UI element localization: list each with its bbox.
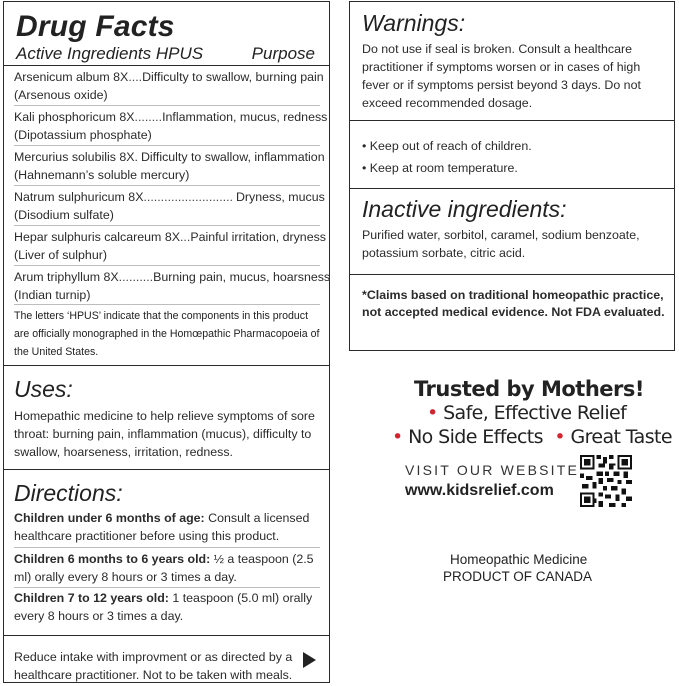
visit-website-label: VISIT OUR WEBSITE xyxy=(405,462,580,478)
warning-bullet: • Keep at room temperature. xyxy=(362,161,518,175)
ingredient-purpose: Painful irritation, dryness xyxy=(190,230,326,244)
divider xyxy=(14,304,320,305)
claims-disclaimer: *Claims based on traditional homeopathic practice, not accepted medical evidence. Not FDA evaluated. xyxy=(362,288,665,319)
ingredient-row xyxy=(14,188,325,224)
divider xyxy=(4,469,329,470)
drug-facts-panel xyxy=(3,1,330,683)
hpus-note: The letters ‘HPUS’ indicate that the components in this product are officially monographed in the Homœpathic Pharmacopoeia of the United States. xyxy=(14,310,320,358)
divider xyxy=(4,635,329,636)
divider xyxy=(14,265,320,266)
ingredient-name: Mercurius solubilis 8X. xyxy=(14,150,138,164)
ingredient-source: (Indian turnip) xyxy=(14,288,91,302)
ingredient-source: (Hahnemann’s soluble mercury) xyxy=(14,168,190,182)
divider xyxy=(14,185,320,186)
homeopathic-medicine-label: Homeopathic Medicine xyxy=(450,552,588,567)
divider xyxy=(14,587,320,588)
promo-text: Great Taste xyxy=(570,426,672,448)
ingredient-purpose: Dryness, mucus xyxy=(235,190,325,204)
ingredient-leader: ... xyxy=(179,230,191,244)
ingredient-leader: ........ xyxy=(134,110,163,124)
continue-arrow-icon xyxy=(303,652,316,668)
divider xyxy=(14,547,320,548)
ingredient-source: (Liver of sulphur) xyxy=(14,248,107,262)
warning-bullet-text: Keep at room temperature. xyxy=(369,161,518,175)
promo-text: Safe, Effective Relief xyxy=(443,402,627,424)
ingredient-source: (Arsenous oxide) xyxy=(14,88,108,102)
inactive-ingredients-title: Inactive ingredients: xyxy=(362,196,567,222)
red-bullet-icon: • xyxy=(554,426,565,448)
trusted-headline: Trusted by Mothers! xyxy=(414,377,644,401)
inactive-ingredients-text: Purified water, sorbitol, caramel, sodium benzoate, potassium sorbate, citric acid. xyxy=(362,228,640,260)
divider xyxy=(14,145,320,146)
divider xyxy=(350,120,674,121)
direction-item xyxy=(14,589,320,625)
divider xyxy=(350,274,674,275)
ingredient-purpose: Difficulty to swallow, inflammation xyxy=(140,150,325,164)
ingredient-row xyxy=(14,68,324,104)
uses-title: Uses: xyxy=(14,376,73,402)
website-link[interactable]: www.kidsrelief.com xyxy=(405,482,554,499)
uses-text: Homepathic medicine to help relieve symptoms of sore throat: burning pain, inflammation (mucus), difficulty to swallow, hoarseness, irritation, redness. xyxy=(14,409,315,459)
ingredient-source: (Disodium sulfate) xyxy=(14,208,114,222)
ingredient-leader: .......................... xyxy=(143,190,233,204)
ingredient-purpose: Inflammation, mucus, redness xyxy=(162,110,328,124)
warnings-text: Do not use if seal is broken. Consult a healthcare practitioner if symptoms worsen or in cases of high fever or if symptoms persist beyond 3 days. Do not exceed recommended dosage. xyxy=(362,42,641,110)
ingredient-row xyxy=(14,228,326,264)
ingredient-name: Hepar sulphuris calcareum 8X xyxy=(14,230,180,244)
qr-code-icon xyxy=(580,455,632,507)
divider xyxy=(4,365,329,366)
promo-line xyxy=(427,402,626,424)
warnings-panel xyxy=(349,1,675,351)
ingredient-row xyxy=(14,148,325,184)
direction-text: 1 teaspoon (5.0 ml) orally every 8 hours or 3 times a day. xyxy=(14,591,313,623)
divider xyxy=(14,225,320,226)
ingredient-leader: .... xyxy=(128,70,143,84)
ingredient-name: Arum triphyllum 8X xyxy=(14,270,119,284)
divider xyxy=(14,105,320,106)
promo-line xyxy=(392,426,672,448)
direction-text: Consult a licensed healthcare practitioner before using this product. xyxy=(14,511,310,543)
ingredient-row xyxy=(14,268,331,304)
ingredient-leader: .......... xyxy=(118,270,154,284)
product-of-canada-label: PRODUCT OF CANADA xyxy=(443,569,593,584)
warning-bullet-text: Keep out of reach of children. xyxy=(369,139,532,153)
drug-facts-title: Drug Facts xyxy=(16,10,175,43)
divider xyxy=(350,188,674,189)
direction-label: Children 7 to 12 years old: xyxy=(14,591,169,605)
direction-label: Children 6 months to 6 years old: xyxy=(14,552,211,566)
reduce-intake-note: Reduce intake with improvment or as directed by a healthcare practitioner. Not to be taken with meals. xyxy=(14,650,293,682)
direction-item xyxy=(14,509,320,545)
promo-text: No Side Effects xyxy=(408,426,543,448)
ingredient-name: Arsenicum album 8X xyxy=(14,70,129,84)
purpose-heading: Purpose xyxy=(251,44,315,63)
ingredient-purpose: Difficulty to swallow, burning pain xyxy=(142,70,324,84)
ingredient-source: (Dipotassium phosphate) xyxy=(14,128,152,142)
warnings-title: Warnings: xyxy=(362,10,466,36)
directions-title: Directions: xyxy=(14,480,123,506)
active-ingredients-heading: Active Ingredients HPUS xyxy=(16,44,204,63)
red-bullet-icon: • xyxy=(427,402,438,424)
direction-label: Children under 6 months of age: xyxy=(14,511,205,525)
ingredient-name: Natrum sulphuricum 8X xyxy=(14,190,144,204)
ingredient-name: Kali phosphoricum 8X xyxy=(14,110,135,124)
direction-text: ½ a teaspoon (2.5 ml) orally every 8 hours or 3 times a day. xyxy=(14,552,314,584)
ingredient-purpose: Burning pain, mucus, hoarsness xyxy=(153,270,331,284)
direction-item xyxy=(14,550,320,586)
red-bullet-icon: • xyxy=(392,426,403,448)
ingredient-row xyxy=(14,108,328,144)
divider xyxy=(4,65,329,66)
warning-bullet: • Keep out of reach of children. xyxy=(362,139,532,153)
